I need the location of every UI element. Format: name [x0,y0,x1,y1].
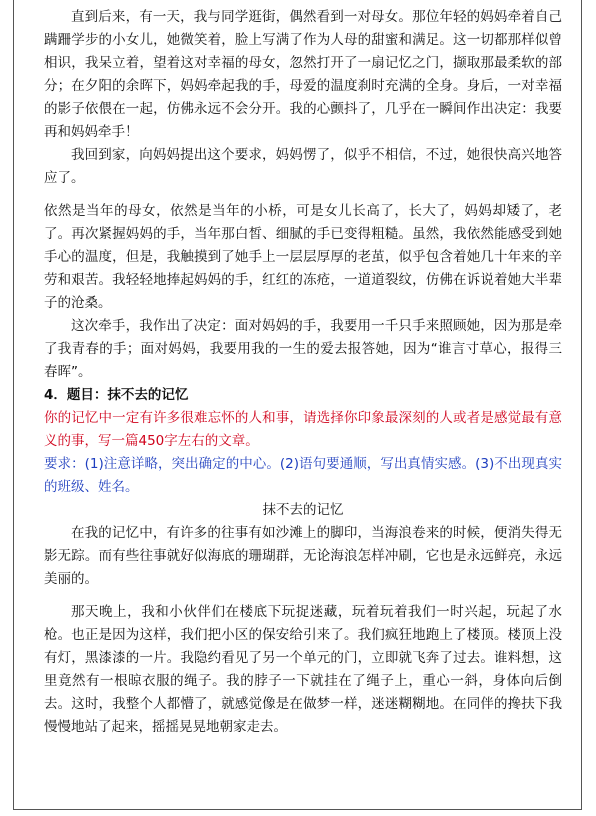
paragraph: 这次牵手，我作出了决定：面对妈妈的手，我要用一千只手来照顾她，因为那是牵了我青春的手；面对妈妈，我要用我的一生的爱去报答她，因为“谁言寸草心，报得三春晖”。 [44,318,562,380]
essay-title: 抹不去的记忆 [262,502,344,518]
question-requirements: 要求：(1)注意详略，突出确定的中心。(2)语句要通顺，写出真情实感。(3)不出现真实的班级、姓名。 [44,456,562,495]
page-frame [13,0,582,810]
paragraph: 我回到家，向妈妈提出这个要求，妈妈愣了，似乎不相信，不过，她很快高兴地答应了。 [44,147,562,186]
paragraph: 依然是当年的母女，依然是当年的小桥，可是女儿长高了，长大了，妈妈却矮了，老了。再次紧握妈妈的手，当年那白皙、细腻的手已变得粗糙。虽然，我依然能感受到她手心的温度，但是，我触摸到了她手上一层层厚厚的老茧，似乎包含着她几十年来的辛劳和艰苦。我轻轻地捧起妈妈的手，红红的冻疮，一道道裂纹，仿佛在诉说着她大半辈子的沧桑。 [44,203,562,311]
paragraph: 直到后来，有一天，我与同学逛街，偶然看到一对母女。那位年轻的妈妈牵着自己蹒跚学步的小女儿，她微笑着，脸上写满了作为人母的甜蜜和满足。这一切都那样似曾相识，我呆立着，望着这对幸福的母女，忽然打开了一扇记忆之门，撷取那最柔软的部分；在夕阳的余晖下，妈妈牵起我的手，母爱的温度刹时充满的全身。身后，一对幸福的影子依偎在一起，仿佛永远不会分开。我的心颤抖了，几乎在一瞬间作出决定：我要再和妈妈牵手！ [44,9,562,140]
document-body [44,6,562,739]
paragraph: 那天晚上，我和小伙伴们在楼底下玩捉迷藏，玩着玩着我们一时兴起，玩起了水枪。也正是因为这样，我们把小区的保安给引来了。我们疯狂地跑上了楼顶。楼顶上没有灯，黑漆漆的一片。我隐约看见了另一个单元的门，立即就飞奔了过去。谁料想，这里竟然有一根晾衣服的绳子。我的脖子一下就挂在了绳子上，重心一斜，身体向后倒去。这时，我整个人都懵了，就感觉像是在做梦一样，迷迷糊糊地。在同伴的搀扶下我慢慢地站了起来，摇摇晃晃地朝家走去。 [44,604,562,735]
question-title: 4．题目：抹不去的记忆 [44,387,189,403]
paragraph: 在我的记忆中，有许多的往事有如沙滩上的脚印，当海浪卷来的时候，便消失得无影无踪。而有些往事就好似海底的珊瑚群，无论海浪怎样冲刷，它也是永远鲜亮，永远美丽的。 [44,525,562,587]
question-prompt: 你的记忆中一定有许多很难忘怀的人和事，请选择你印象最深刻的人或者是感觉最有意义的事，写一篇450字左右的文章。 [44,410,562,449]
